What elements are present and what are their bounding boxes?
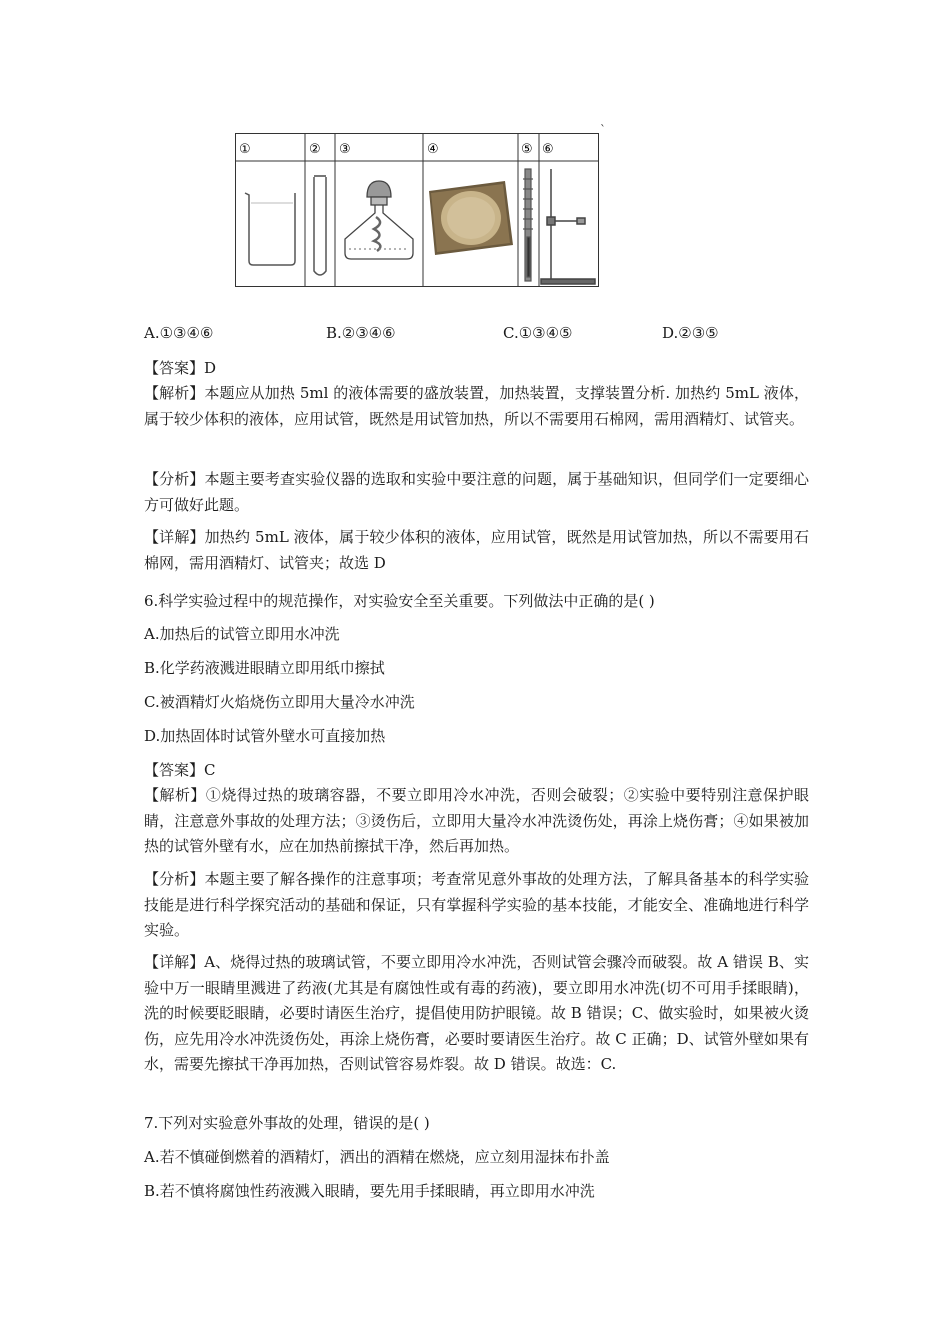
q5-fenxi: 【分析】本题主要考查实验仪器的选取和实验中要注意的问题，属于基础知识，但同学们一定要细心方可做好此题。 bbox=[144, 470, 809, 514]
q6-option-c: C.被酒精灯火焰烧伤立即用大量冷水冲洗 bbox=[144, 693, 415, 711]
q7-stem: 7.下列对实验意外事故的处理，错误的是( ) bbox=[144, 1114, 430, 1132]
figure-label-5: ⑤ bbox=[521, 142, 533, 157]
q7-option-b: B.若不慎将腐蚀性药液溅入眼睛，要先用手揉眼睛，再立即用水冲洗 bbox=[144, 1182, 595, 1200]
q6-answer: 【答案】C bbox=[144, 761, 216, 779]
q6-fenxi: 【分析】本题主要了解各操作的注意事项；考查常见意外事故的处理方法，了解具备基本的科学实验技能是进行科学探究活动的基础和保证，只有掌握科学实验的基本技能，才能安全、准确地进行科学实验。 bbox=[144, 870, 809, 939]
asbestos-gauze-icon bbox=[429, 181, 513, 255]
q6-stem: 6.科学实验过程中的规范操作，对实验安全至关重要。下列做法中正确的是( ) bbox=[144, 592, 655, 610]
option-b: B.②③④⑥ bbox=[326, 324, 396, 342]
option-d: D.②③⑤ bbox=[662, 324, 719, 342]
q6-detail: 【详解】A、烧得过热的玻璃试管，不要立即用冷水冲洗，否则试管会骤冷而破裂。故 A 错误 B、实验中万一眼睛里溅进了药液(尤其是有腐蚀性或有毒的药液)，要立即用水冲洗(切不可用手揉眼睛)，洗的时候要眨眼睛，必要时请医生治疗，提倡使用防护眼镜。故 B 错误；C、做实验时，如果被火烫伤，应先用冷水冲洗烫伤处，再涂上烧伤膏，必要时要请医生治疗。故 C 正确；D、试管外壁如果有水，需要先擦拭干净再加热，否则试管容易炸裂。故 D 错误。故选：C. bbox=[144, 953, 809, 1073]
q5-answer: 【答案】D bbox=[144, 359, 217, 377]
option-c: C.①③④⑤ bbox=[503, 324, 573, 342]
figure-label-1: ① bbox=[239, 142, 251, 157]
q7-option-a: A.若不慎碰倒燃着的酒精灯，洒出的酒精在燃烧，应立刻用湿抹布扑盖 bbox=[144, 1148, 610, 1166]
test-tube-holder-icon bbox=[523, 169, 533, 281]
q6-analysis: 【解析】①烧得过热的玻璃容器，不要立即用冷水冲洗，否则会破裂；②实验中要特别注意保护眼睛，注意意外事故的处理方法；③烫伤后，立即用大量冷水冲洗烫伤处，再涂上烧伤膏；④如果被加热的试管外壁有水，应在加热前擦拭干净，然后再加热。 bbox=[144, 786, 809, 855]
q5-options bbox=[0, 324, 950, 346]
q6-option-d: D.加热固体时试管外壁水可直接加热 bbox=[144, 727, 386, 745]
figure-label-3: ③ bbox=[339, 142, 351, 157]
figure-label-2: ② bbox=[309, 142, 321, 157]
apparatus-figure bbox=[235, 133, 599, 287]
figure-label-4: ④ bbox=[427, 142, 439, 157]
option-a: A.①③④⑥ bbox=[144, 324, 214, 342]
q5-detail: 【详解】加热约 5mL 液体，属于较少体积的液体，应用试管，既然是用试管加热，所以不需要用石棉网，需用酒精灯、试管夹；故选 D bbox=[144, 528, 809, 572]
q6-option-b: B.化学药液溅进眼睛立即用纸巾擦拭 bbox=[144, 659, 385, 677]
q6-option-a: A.加热后的试管立即用水冲洗 bbox=[144, 625, 340, 643]
figure-label-6: ⑥ bbox=[542, 142, 554, 157]
q5-analysis: 【解析】本题应从加热 5ml 的液体需要的盛放装置，加热装置，支撑装置分析. 加热约 5mL 液体，属于较少体积的液体，应用试管，既然是用试管加热，所以不需要用石棉网，需用酒精灯、试管夹。 bbox=[144, 384, 809, 428]
figure-mark: ` bbox=[600, 123, 606, 137]
